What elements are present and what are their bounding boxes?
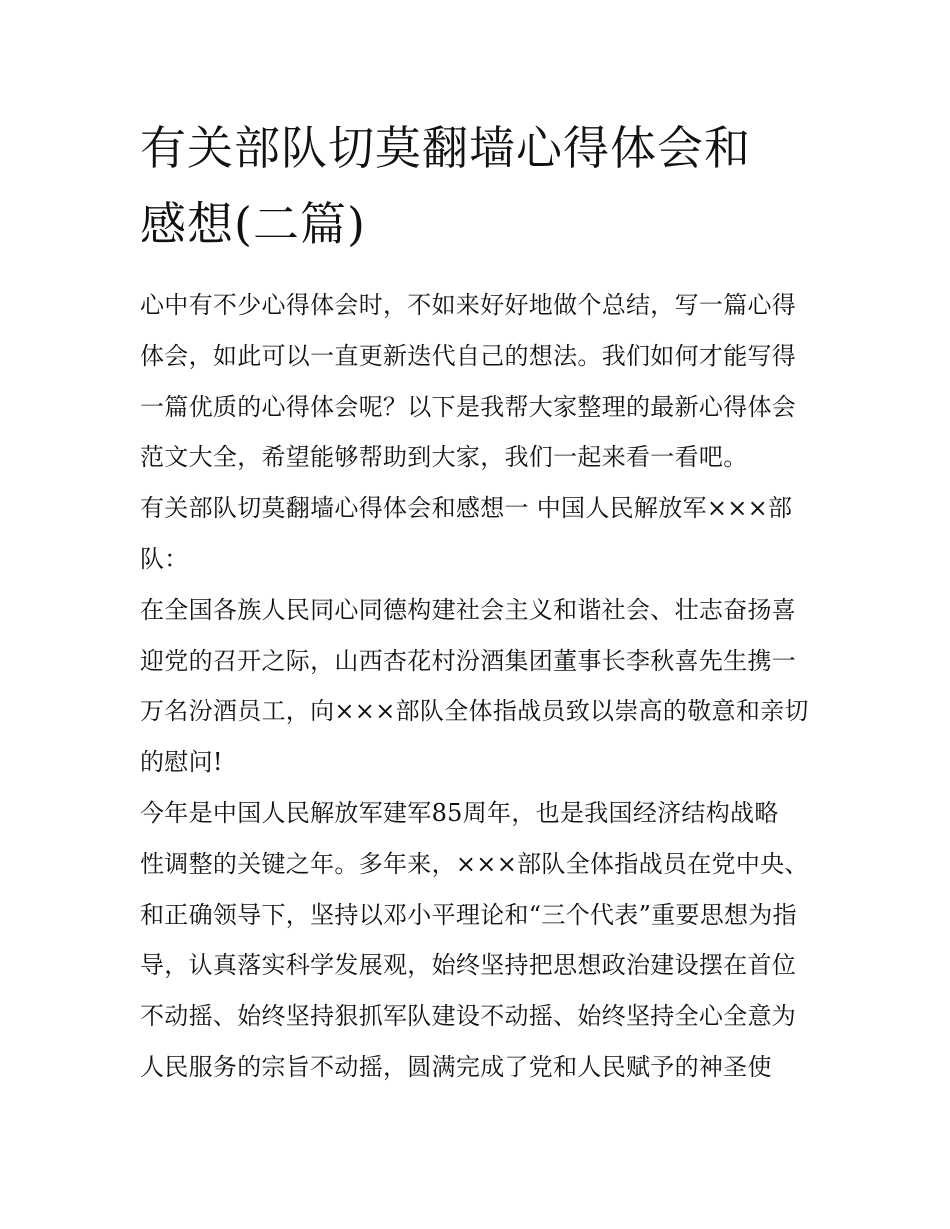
body-line: 在全国各族人民同心同德构建社会主义和谐社会、壮志奋扬喜 [140, 595, 797, 624]
body-line: 范文大全，希望能够帮助到大家，我们一起来看一看吧。 [140, 443, 748, 472]
page-title [140, 110, 820, 262]
title-line: 感想(二篇) [140, 197, 366, 251]
body-line: 队： [140, 544, 189, 573]
body-line: 的慰问! [140, 748, 223, 777]
body-line: 有关部队切莫翻墙心得体会和感想一 中国人民解放军×××部 [140, 494, 793, 523]
body-line: 心中有不少心得体会时，不如来好好地做个总结，写一篇心得 [140, 291, 797, 319]
body-line: 和正确领导下，坚持以邓小平理论和“三个代表”重要思想为指 [140, 900, 797, 929]
document-body [140, 280, 820, 1093]
body-line: 体会，如此可以一直更新迭代自己的想法。我们如何才能写得 [140, 341, 797, 370]
body-line: 性调整的关键之年。多年来，×××部队全体指战员在党中央、 [140, 849, 809, 878]
title-line: 有关部队切莫翻墙心得体会和 [140, 121, 751, 175]
body-line: 万名汾酒员工，向×××部队全体指战员致以崇高的敬意和亲切 [140, 697, 809, 726]
body-line: 人民服务的宗旨不动摇，圆满完成了党和人民赋予的神圣使 [140, 1052, 772, 1081]
body-line: 迎党的召开之际，山西杏花村汾酒集团董事长李秋喜先生携一 [140, 646, 797, 675]
body-line: 不动摇、始终坚持狠抓军队建设不动摇、始终坚持全心全意为 [140, 1002, 797, 1031]
body-line: 导，认真落实科学发展观，始终坚持把思想政治建设摆在首位 [140, 951, 797, 980]
body-line: 一篇优质的心得体会呢？以下是我帮大家整理的最新心得体会 [140, 392, 797, 421]
body-line: 今年是中国人民解放军建军85周年，也是我国经济结构战略 [140, 798, 779, 827]
